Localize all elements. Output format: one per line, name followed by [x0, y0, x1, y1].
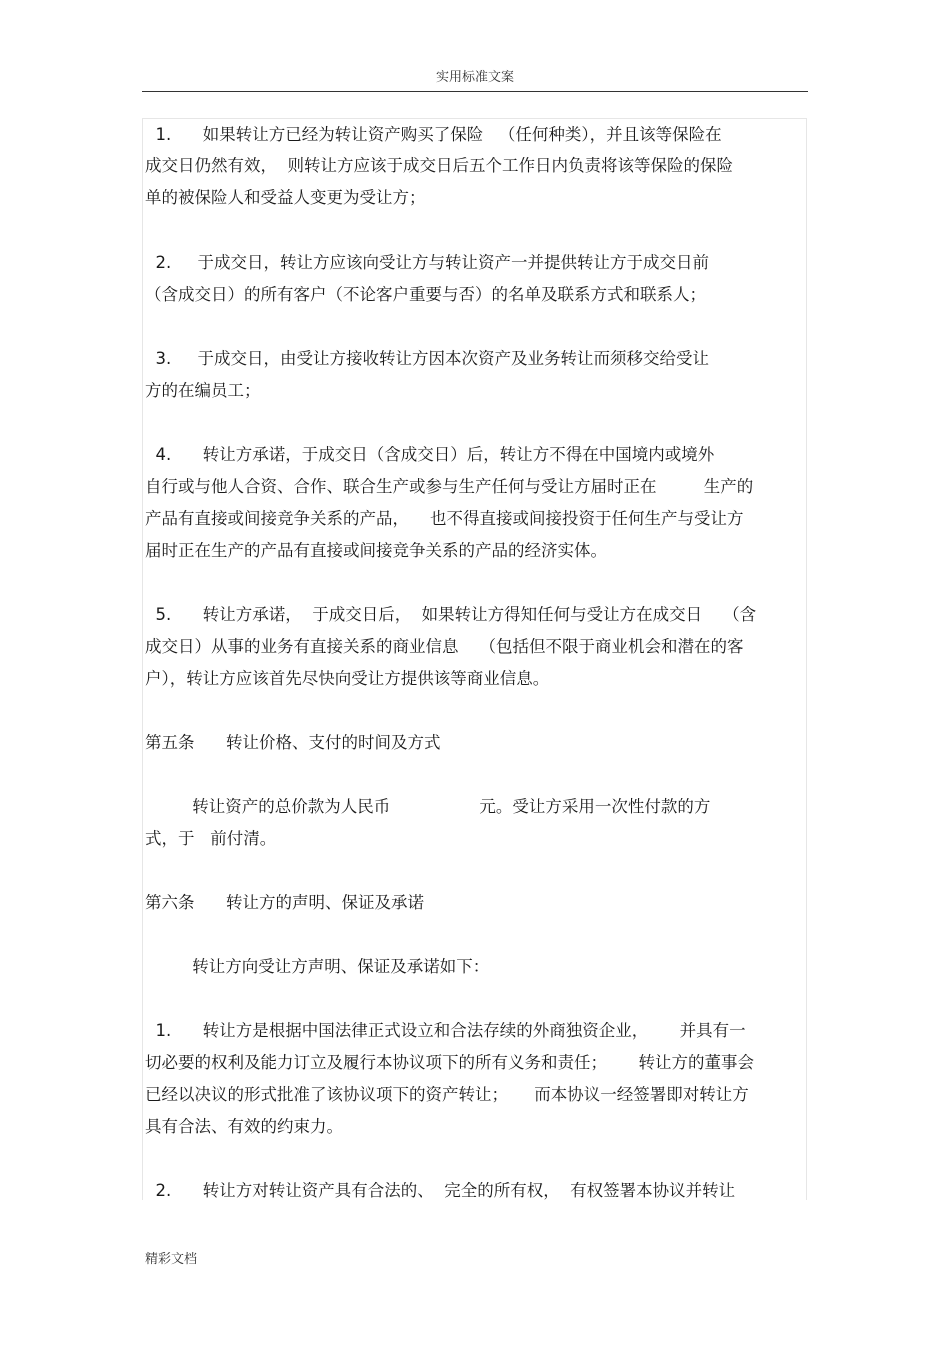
page-footer: 精彩文档	[145, 1252, 198, 1267]
article-heading: 第六条 转让方的声明、保证及承诺	[145, 893, 424, 912]
header-divider	[142, 91, 808, 92]
body-line: 5. 转让方承诺， 于成交日后， 如果转让方得知任何与受让方在成交日 （含	[145, 605, 757, 624]
body-line: 3. 于成交日，由受让方接收转让方因本次资产及业务转让而须移交给受让	[145, 349, 709, 368]
body-line: 1. 如果转让方已经为转让资产购买了保险 （任何种类），并且该等保险在	[145, 125, 722, 144]
article-heading: 第五条 转让价格、支付的时间及方式	[145, 733, 441, 752]
body-line: 转让资产的总价款为人民币 元。受让方采用一次性付款的方	[145, 797, 711, 816]
body-line: 届时正在生产的产品有直接或间接竞争关系的产品的经济实体。	[145, 541, 607, 560]
body-line: 成交日）从事的业务有直接关系的商业信息 （包括但不限于商业机会和潜在的客	[145, 637, 744, 656]
body-line: 2. 转让方对转让资产具有合法的、 完全的所有权， 有权签署本协议并转让	[145, 1181, 736, 1200]
body-line: 户），转让方应该首先尽快向受让方提供该等商业信息。	[145, 669, 550, 688]
body-line: 单的被保险人和受益人变更为受让方；	[145, 188, 426, 207]
body-line: 自行或与他人合资、合作、联合生产或参与生产任何与受让方届时正在 生产的	[145, 477, 754, 496]
body-line: 已经以决议的形式批准了该协议项下的资产转让； 而本协议一经签署即对转让方	[145, 1085, 749, 1104]
body-line: 2. 于成交日，转让方应该向受让方与转让资产一并提供转让方于成交日前	[145, 253, 709, 272]
body-line: 1. 转让方是根据中国法律正式设立和合法存续的外商独资企业， 并具有一	[145, 1021, 746, 1040]
body-line: 4. 转让方承诺，于成交日（含成交日）后，转让方不得在中国境内或境外	[145, 445, 715, 464]
body-line: 方的在编员工；	[145, 381, 261, 400]
body-line: 转让方向受让方声明、保证及承诺如下：	[145, 957, 490, 976]
body-line: 具有合法、有效的约束力。	[145, 1117, 343, 1136]
body-line: 切必要的权利及能力订立及履行本协议项下的所有义务和责任； 转让方的董事会	[145, 1053, 754, 1072]
body-line: 产品有直接或间接竞争关系的产品， 也不得直接或间接投资于任何生产与受让方	[145, 509, 744, 528]
body-line: 成交日仍然有效， 则转让方应该于成交日后五个工作日内负责将该等保险的保险	[145, 156, 733, 175]
body-line: 式，于 前付清。	[145, 829, 277, 848]
header-title: 实用标准文案	[435, 70, 514, 85]
body-line: （含成交日）的所有客户（不论客户重要与否）的名单及联系方式和联系人；	[145, 285, 706, 304]
